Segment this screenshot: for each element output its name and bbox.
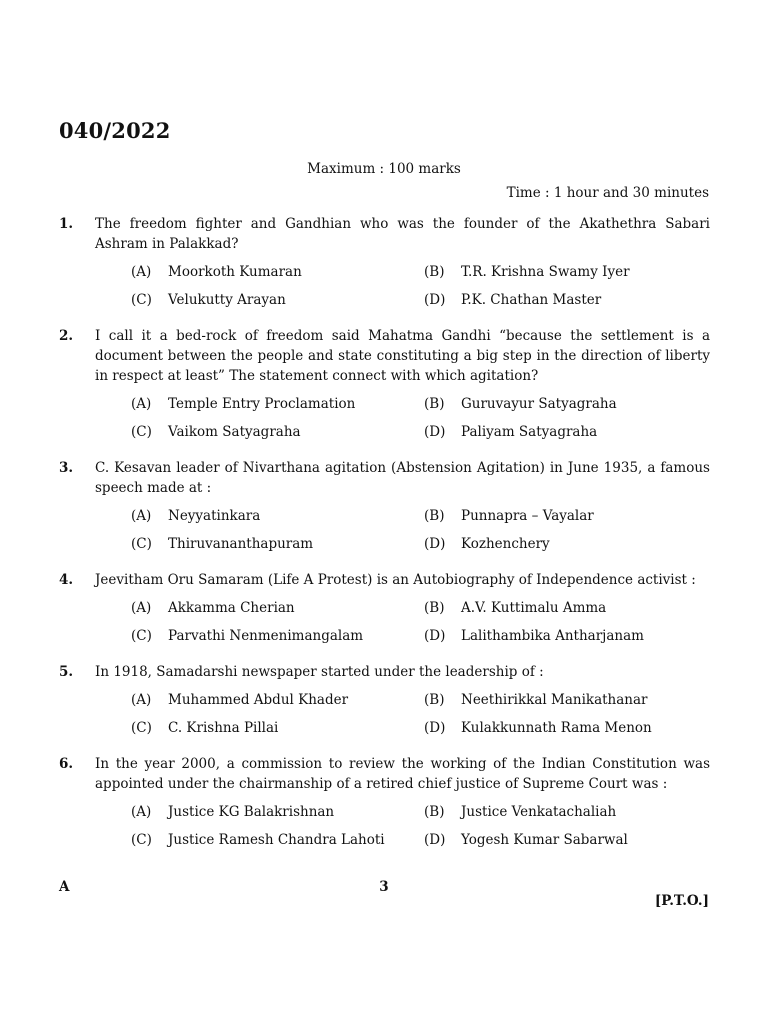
- paper-code: 040/2022: [59, 118, 171, 143]
- option-letter: (A): [131, 264, 152, 280]
- option-text: Temple Entry Proclamation: [168, 396, 356, 412]
- question-text: The freedom fighter and Gandhian who was the founder of the Akathethra Sabari Ashram in Palakkad?: [95, 216, 710, 252]
- option-a: [131, 802, 424, 822]
- option-letter: (C): [131, 720, 152, 736]
- option-letter: (B): [424, 264, 445, 280]
- option-letter: (D): [424, 424, 446, 440]
- option-a: [131, 506, 424, 526]
- option-b: [424, 598, 710, 618]
- option-text: P.K. Chathan Master: [461, 292, 602, 308]
- option-text: Parvathi Nenmenimangalam: [168, 628, 364, 644]
- option-text: Yogesh Kumar Sabarwal: [461, 832, 628, 848]
- question-number: 3.: [59, 460, 74, 476]
- option-d: [424, 534, 710, 554]
- question-number: 5.: [59, 664, 74, 680]
- option-text: Akkamma Cherian: [168, 600, 295, 616]
- option-c: [131, 830, 424, 850]
- option-letter: (A): [131, 396, 152, 412]
- question-list: [59, 214, 710, 866]
- option-letter: (C): [131, 832, 152, 848]
- option-d: [424, 626, 710, 646]
- question-text: In 1918, Samadarshi newspaper started under the leadership of :: [95, 664, 544, 680]
- option-text: Thiruvananthapuram: [168, 536, 314, 552]
- option-text: Guruvayur Satyagraha: [461, 396, 617, 412]
- option-list: [131, 262, 710, 310]
- option-letter: (A): [131, 692, 152, 708]
- option-letter: (D): [424, 292, 446, 308]
- option-letter: (B): [424, 692, 445, 708]
- option-a: [131, 598, 424, 618]
- time-allowed: Time : 1 hour and 30 minutes: [506, 185, 709, 201]
- option-text: Vaikom Satyagraha: [168, 424, 301, 440]
- question-text: I call it a bed-rock of freedom said Mahatma Gandhi “because the settlement is a document between the people and state constituting a big step in the direction of liberty in respect at least” The statement connect with which agitation?: [95, 328, 710, 384]
- option-b: [424, 262, 710, 282]
- option-letter: (B): [424, 396, 445, 412]
- option-text: Kozhenchery: [461, 536, 550, 552]
- option-letter: (C): [131, 292, 152, 308]
- option-text: Lalithambika Antharjanam: [461, 628, 644, 644]
- option-letter: (D): [424, 628, 446, 644]
- maximum-marks: Maximum : 100 marks: [307, 161, 461, 177]
- question-number: 6.: [59, 756, 74, 772]
- option-text: C. Krishna Pillai: [168, 720, 279, 736]
- option-b: [424, 802, 710, 822]
- option-a: [131, 394, 424, 414]
- question-text: C. Kesavan leader of Nivarthana agitation (Abstension Agitation) in June 1935, a famous speech made at :: [95, 460, 710, 496]
- option-text: Justice Venkatachaliah: [461, 804, 617, 820]
- option-text: Muhammed Abdul Khader: [168, 692, 349, 708]
- question-text: In the year 2000, a commission to review the working of the Indian Constitution was appointed under the chairmanship of a retired chief justice of Supreme Court was :: [95, 756, 710, 792]
- please-turn-over: [P.T.O.]: [654, 893, 709, 909]
- option-list: [131, 394, 710, 442]
- series-code: A: [59, 879, 70, 895]
- option-letter: (D): [424, 720, 446, 736]
- option-d: [424, 718, 710, 738]
- option-letter: (A): [131, 600, 152, 616]
- option-d: [424, 290, 710, 310]
- question-number: 1.: [59, 216, 74, 232]
- option-list: [131, 802, 710, 850]
- option-letter: (A): [131, 508, 152, 524]
- question-6: [59, 754, 710, 850]
- question-4: [59, 570, 710, 646]
- option-b: [424, 506, 710, 526]
- option-text: Kulakkunnath Rama Menon: [461, 720, 652, 736]
- question-5: [59, 662, 710, 738]
- page-number: 3: [379, 879, 389, 895]
- question-number: 2.: [59, 328, 74, 344]
- option-text: Punnapra – Vayalar: [461, 508, 594, 524]
- option-c: [131, 290, 424, 310]
- question-1: [59, 214, 710, 310]
- option-c: [131, 422, 424, 442]
- option-letter: (A): [131, 804, 152, 820]
- option-letter: (B): [424, 600, 445, 616]
- option-b: [424, 394, 710, 414]
- question-number: 4.: [59, 572, 74, 588]
- option-letter: (C): [131, 628, 152, 644]
- option-letter: (B): [424, 804, 445, 820]
- option-c: [131, 534, 424, 554]
- option-letter: (D): [424, 536, 446, 552]
- option-text: Neethirikkal Manikathanar: [461, 692, 648, 708]
- option-b: [424, 690, 710, 710]
- question-3: [59, 458, 710, 554]
- option-text: Justice KG Balakrishnan: [168, 804, 335, 820]
- option-letter: (B): [424, 508, 445, 524]
- option-text: Justice Ramesh Chandra Lahoti: [168, 832, 385, 848]
- option-text: Moorkoth Kumaran: [168, 264, 302, 280]
- option-c: [131, 718, 424, 738]
- option-a: [131, 262, 424, 282]
- question-2: [59, 326, 710, 442]
- option-d: [424, 422, 710, 442]
- question-text: Jeevitham Oru Samaram (Life A Protest) is an Autobiography of Independence activist :: [95, 572, 696, 588]
- option-list: [131, 690, 710, 738]
- option-a: [131, 690, 424, 710]
- option-c: [131, 626, 424, 646]
- option-text: Paliyam Satyagraha: [461, 424, 598, 440]
- option-list: [131, 598, 710, 646]
- option-letter: (C): [131, 424, 152, 440]
- option-letter: (D): [424, 832, 446, 848]
- option-list: [131, 506, 710, 554]
- option-text: Velukutty Arayan: [168, 292, 286, 308]
- option-text: Neyyatinkara: [168, 508, 261, 524]
- option-d: [424, 830, 710, 850]
- option-letter: (C): [131, 536, 152, 552]
- option-text: A.V. Kuttimalu Amma: [461, 600, 607, 616]
- option-text: T.R. Krishna Swamy Iyer: [461, 264, 630, 280]
